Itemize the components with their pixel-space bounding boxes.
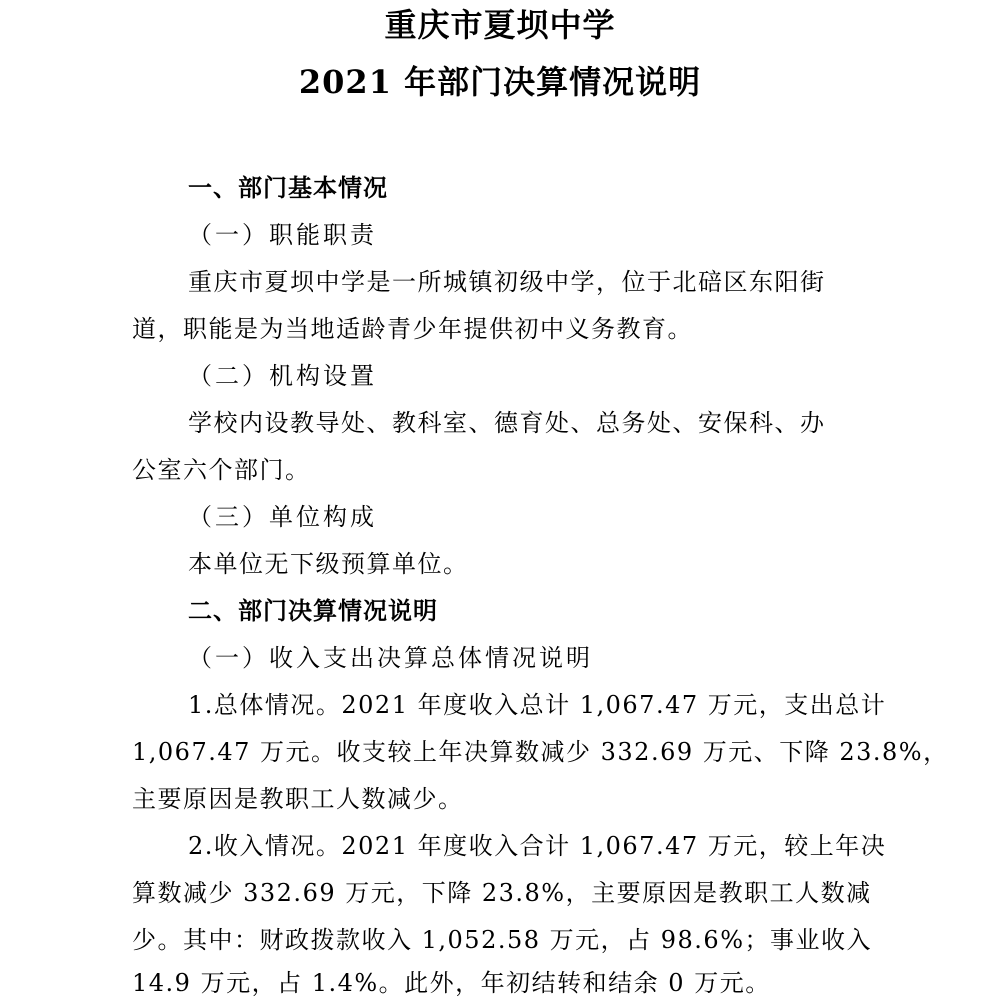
subheading-income-expenditure: （一）收入支出决算总体情况说明: [188, 644, 593, 672]
paragraph-line: 本单位无下级预算单位。: [188, 550, 469, 578]
paragraph-line: 重庆市夏坝中学是一所城镇初级中学，位于北碚区东阳街: [188, 268, 826, 296]
paragraph-line: 主要原因是教职工人数减少。: [132, 785, 464, 813]
paragraph-line: 1.总体情况。2021 年度收入总计 1,067.47 万元，支出总计: [188, 691, 887, 719]
paragraph-line: 公室六个部门。: [132, 456, 311, 484]
document-title: 重庆市夏坝中学: [384, 6, 616, 44]
document-subtitle: 2021 年部门决算情况说明: [298, 63, 702, 101]
section-heading-basic-info: 一、部门基本情况: [188, 174, 388, 202]
paragraph-line: 2.收入情况。2021 年度收入合计 1,067.47 万元，较上年决: [188, 832, 887, 860]
paragraph-line: 学校内设教导处、教科室、德育处、总务处、安保科、办: [188, 409, 826, 437]
subheading-functions: （一）职能职责: [188, 221, 377, 249]
paragraph-line: 1,067.47 万元。收支较上年决算数减少 332.69 万元、下降 23.8%，: [132, 738, 949, 766]
subheading-unit-composition: （三）单位构成: [188, 503, 377, 531]
paragraph-line: 14.9 万元，占 1.4%。此外，年初结转和结余 0 万元。: [132, 969, 771, 997]
paragraph-line: 算数减少 332.69 万元，下降 23.8%，主要原因是教职工人数减: [132, 879, 872, 907]
subheading-organization: （二）机构设置: [188, 362, 377, 390]
section-heading-final-accounts: 二、部门决算情况说明: [188, 597, 438, 625]
paragraph-line: 道，职能是为当地适龄青少年提供初中义务教育。: [132, 315, 693, 343]
paragraph-line: 少。其中：财政拨款收入 1,052.58 万元，占 98.6%；事业收入: [132, 926, 873, 954]
